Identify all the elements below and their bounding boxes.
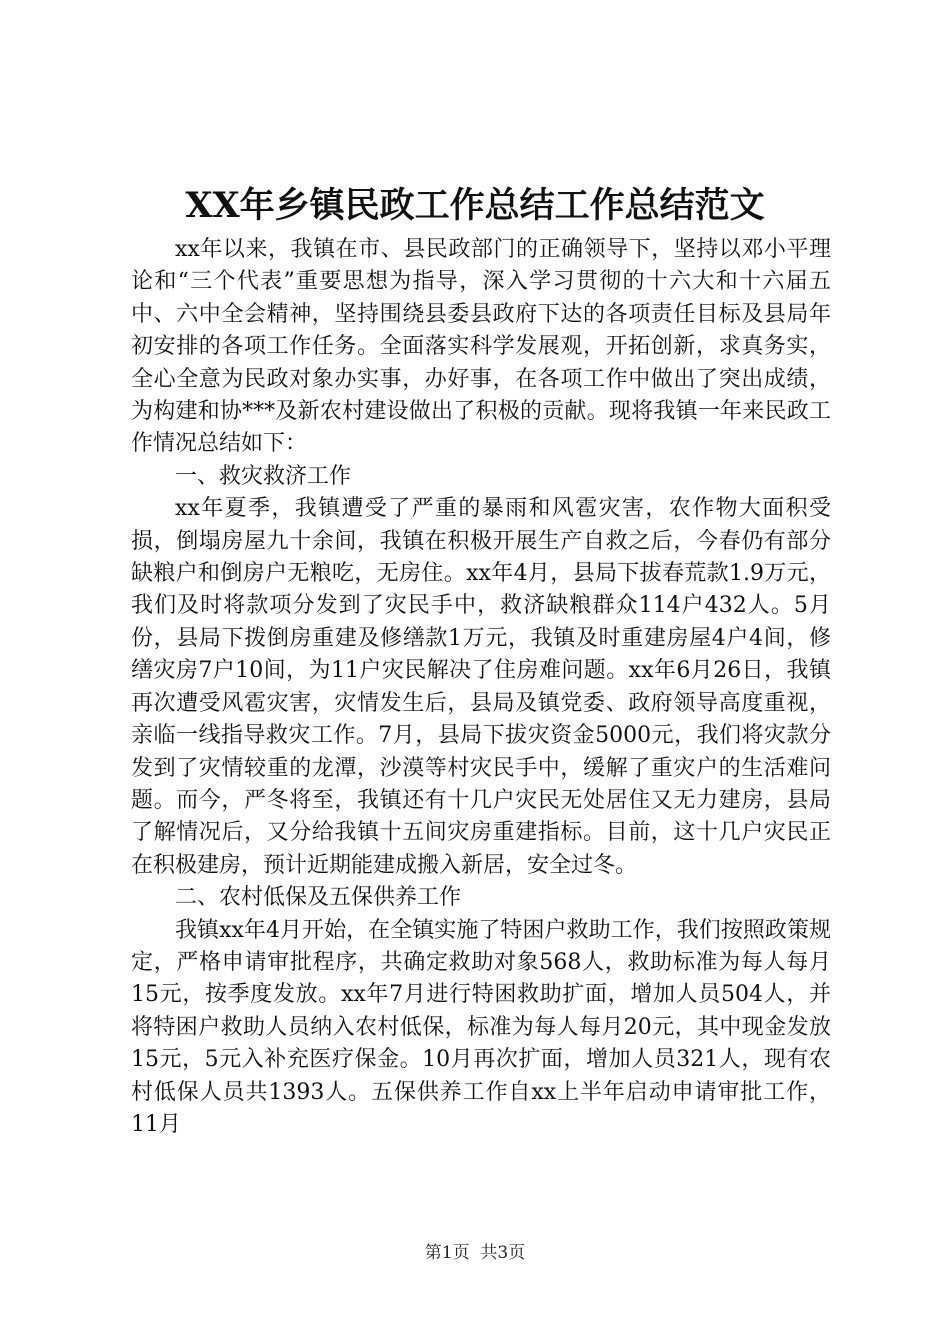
rural-subsistence-paragraph: 我镇xx年4月开始，在全镇实施了特困户救助工作，我们按照政策规定，严格申请审批程序，共确定救助对象568人，救助标准为每人每月15元，按季度发放。xx年7月进行特困救助扩面，增加人员504人，并将特困户救助人员纳入农村低保，标准为每人每月20元，其中现金发放15元，5元入补充医疗保金。10月再次扩面，增加人员321人，现有农村低保人员共1393人。五保供养工作自xx上半年启动申请审批工作，11月 (131, 917, 831, 1137)
disaster-relief-paragraph: xx年夏季，我镇遭受了严重的暴雨和风雹灾害，农作物大面积受损，倒塌房屋九十余间，我镇在积极开展生产自救之后，今春仍有部分缺粮户和倒房户无粮吃，无房住。xx年4月，县局下拔春荒款1.9万元，我们及时将款项分发到了灾民手中，救济缺粮群众114户432人。5月份，县局下拨倒房重建及修缮款1万元，我镇及时重建房屋4户4间，修缮灾房7户10间，为11户灾民解决了住房难问题。xx年6月26日，我镇再次遭受风雹灾害，灾情发生后，县局及镇党委、政府领导高度重视，亲临一线指导救灾工作。7月，县局下拔灾资金5000元，我们将灾款分发到了灾情较重的龙潭，沙漠等村灾民手中，缓解了重灾户的生活难问题。而今，严冬将至，我镇还有十几户灾民无处居住又无力建房，县局了解情况后，又分给我镇十五间灾房重建指标。目前，这十几户灾民正在积极建房，预计近期能建成搬入新居，安全过冬。 (131, 496, 831, 878)
page-footer (0, 1241, 950, 1265)
page-number-label: 第1页 共3页 (424, 1243, 526, 1263)
intro-paragraph: xx年以来，我镇在市、县民政部门的正确领导下，坚持以邓小平理论和“三个代表”重要思想为指导，深入学习贯彻的十六大和十六届五中、六中全会精神，坚持围绕县委县政府下达的各项责任目标及县局年初安排的各项工作任务。全面落实科学发展观，开拓创新，求真务实，全心全意为民政对象办实事，办好事，在各项工作中做出了突出成绩，为构建和协***及新农村建设做出了积极的贡献。现将我镇一年来民政工作情况总结如下： (131, 237, 831, 457)
document-body (131, 234, 831, 1141)
section-heading-disaster-relief: 一、救灾救济工作 (175, 463, 352, 489)
document-title: XX年乡镇民政工作总结工作总结范文 (185, 185, 765, 226)
section-heading-rural-subsistence: 二、农村低保及五保供养工作 (175, 885, 462, 911)
